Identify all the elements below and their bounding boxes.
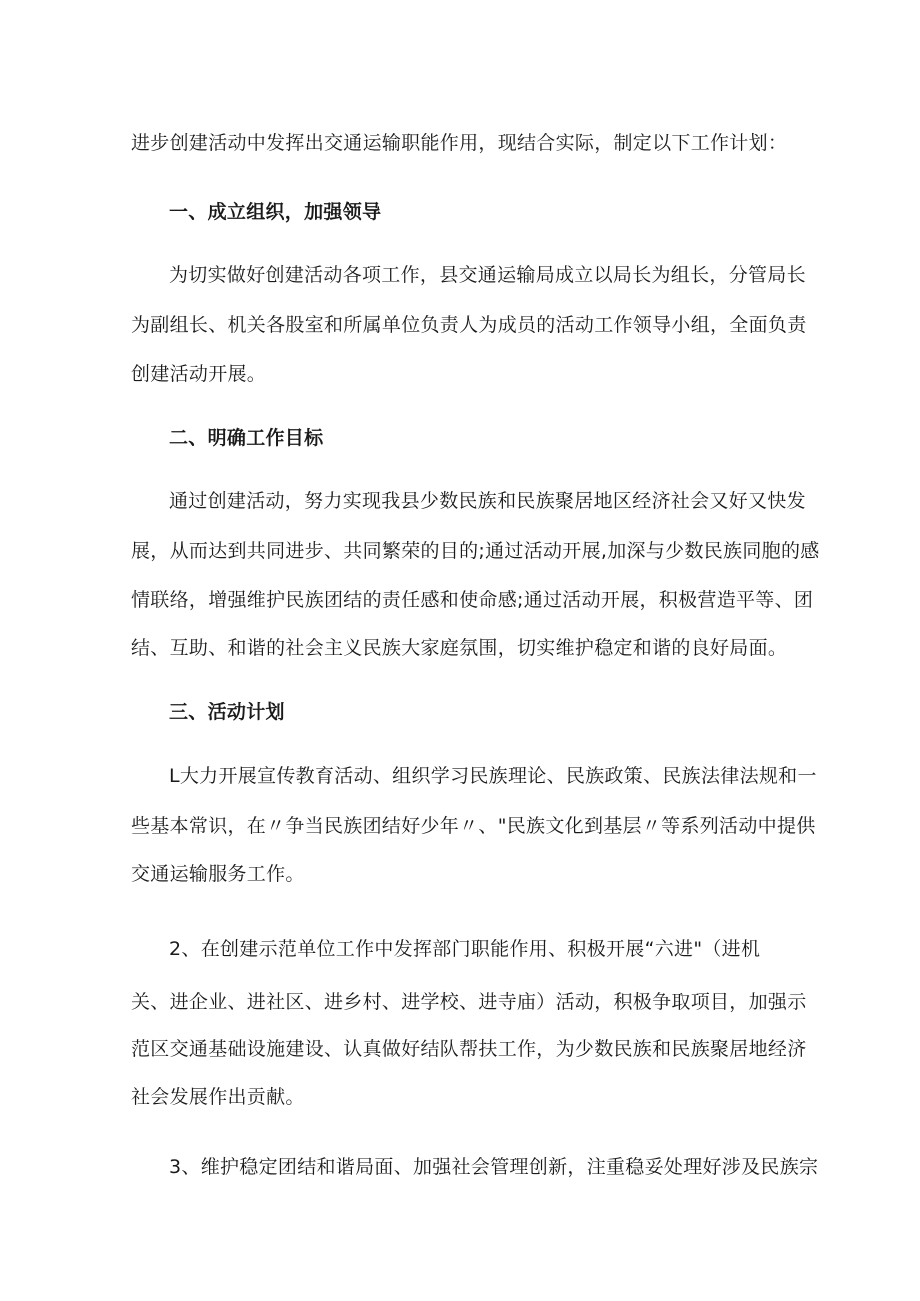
- item-3-line-1: 3、维护稳定团结和谐局面、加强社会管理创新，注重稳妥处理好涉及民族宗: [169, 1156, 819, 1178]
- section-1-line-2: 为副组长、机关各股室和所属单位负责人为成员的活动工作领导小组，全面负责: [131, 314, 807, 336]
- section-2-heading: 二、明确工作目标: [169, 427, 324, 449]
- item-1-line-3: 交通运输服务工作。: [131, 863, 305, 885]
- section-1-line-3: 创建活动开展。: [131, 363, 267, 385]
- section-2-line-2: 展，从而达到共同进步、共同繁荣的目的;通过活动开展,加深与少数民族同胞的感: [131, 540, 820, 562]
- item-1-line-2: 些基本常识，在〃争当民族团结好少年〃、"民族文化到基层〃等系列活动中提供: [131, 815, 816, 837]
- item-1-line-1: L大力开展宣传教育活动、组织学习民族理论、民族政策、民族法律法规和一: [169, 765, 817, 787]
- section-1-heading: 一、成立组织，加强领导: [169, 201, 382, 223]
- item-2-line-2: 关、进企业、进社区、进乡村、进学校、进寺庙）活动，积极争取项目，加强示: [131, 991, 807, 1013]
- section-3-heading: 三、活动计划: [169, 701, 285, 723]
- intro-line: 进步创建活动中发挥出交通运输职能作用，现结合实际，制定以下工作计划：: [131, 132, 788, 154]
- item-2-line-1: 2、在创建示范单位工作中发挥部门职能作用、积极开展“六进"（进机: [169, 938, 761, 960]
- section-2-line-4: 结、互助、和谐的社会主义民族大家庭氛围，切实维护稳定和谐的良好局面。: [131, 637, 788, 659]
- item-2-line-3: 范区交通基础设施建设、认真做好结队帮扶工作，为少数民族和民族聚居地经济: [131, 1038, 807, 1060]
- section-2-line-3: 情联络，增强维护民族团结的责任感和使命感;通过活动开展，积极营造平等、团: [131, 589, 814, 611]
- item-2-line-4: 社会发展作出贡献。: [131, 1086, 305, 1108]
- section-1-line-1: 为切实做好创建活动各项工作，县交通运输局成立以局长为组长，分管局长: [169, 264, 806, 286]
- section-2-line-1: 通过创建活动，努力实现我县少数民族和民族聚居地区经济社会又好又快发: [169, 490, 806, 512]
